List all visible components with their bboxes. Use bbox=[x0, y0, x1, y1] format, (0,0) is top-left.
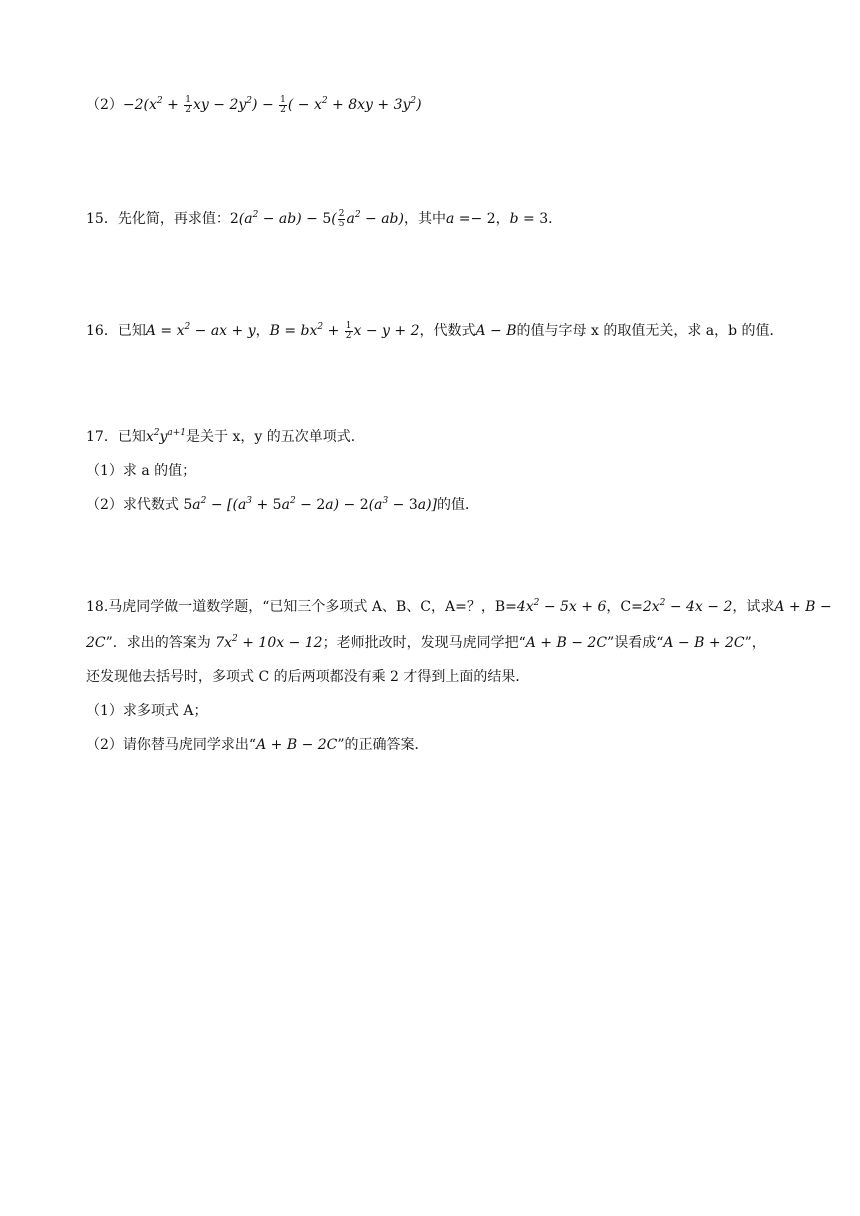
q17-part2-label: （2） bbox=[86, 497, 123, 513]
q15-text-before: 先化简，再求值： bbox=[117, 211, 230, 227]
q16-number: 16． bbox=[86, 323, 118, 339]
q14-part2-label: （2） bbox=[86, 97, 123, 113]
q18-part1-text: 求多项式 A； bbox=[122, 703, 208, 719]
q17-part2-expression: $5a^2 - [(a^3 + 5a^2 - 2a) - 2(a^3 - 3a)]$ bbox=[183, 496, 438, 513]
q17-text-before: 已知 bbox=[117, 429, 146, 445]
q17-number: 17． bbox=[86, 429, 118, 445]
q18-part1-label: （1） bbox=[86, 703, 123, 719]
question-17 bbox=[86, 426, 780, 448]
q17-part2-text-after: 的值． bbox=[437, 497, 480, 513]
q16-text-after: 的值与字母 x 的取值无关，求 a，b 的值． bbox=[516, 323, 784, 339]
q14-part2-expression: $-2(x^2$ + $\frac{1}{2}$ xy − $2y^2$) − $\frac{1}{2}$ ( − $x^2 + 8xy + 3y^2$) bbox=[122, 94, 422, 115]
q18-number: 18. bbox=[86, 599, 109, 615]
q16-expr-b: $B = bx^2$ + $\frac{1}{2}$ x − y + 2 bbox=[269, 320, 420, 341]
q17-part1-text: 求 a 的值； bbox=[122, 463, 197, 479]
q18-line2-text: 2C”．求出的答案为 $7x^2 + 10x - 12$；老师批改时，发现马虎同学把“A + B − 2C”误看成“A − B + 2C”， bbox=[86, 634, 766, 651]
q18-part1 bbox=[86, 700, 780, 722]
question-18-line3 bbox=[86, 666, 780, 688]
q16-text-before: 已知 bbox=[117, 323, 146, 339]
q16-text-mid: ，代数式 bbox=[419, 323, 476, 339]
q18-part2-text: 请你替马虎同学求出“A + B − 2C”的正确答案． bbox=[122, 737, 429, 753]
q17-text-after: 是关于 x，y 的五次单项式． bbox=[186, 429, 365, 445]
q17-part2 bbox=[86, 494, 780, 516]
q18-part2 bbox=[86, 734, 780, 756]
q17-expression: $x^2y^{a+1}$ bbox=[145, 428, 187, 445]
question-16 bbox=[86, 320, 784, 342]
question-18-line1 bbox=[86, 596, 832, 618]
q14-part2 bbox=[86, 94, 780, 116]
q16-expr-a: $A = x^2$ − ax + y bbox=[145, 322, 256, 339]
q18-line3-text: 还发现他去括号时，多项式 C 的后两项都没有乘 2 才得到上面的结果． bbox=[86, 669, 530, 685]
q15-expression: $2(a^2 - ab) - 5$( $\frac{2}{5}$ $a^2 - ab$) bbox=[229, 208, 404, 229]
q17-part1 bbox=[86, 460, 780, 482]
q16-separator: ， bbox=[255, 323, 270, 339]
q18-line1-text: 马虎同学做一道数学题，“已知三个多项式 A、B、C，A=？，$B=4x^2 - 5x + 6$，$C=2x^2 - 4x - 2$，试求A + B − bbox=[108, 598, 832, 615]
q15-text-after: ，其中a =− 2，b = 3. bbox=[403, 211, 553, 227]
q17-part2-text-before: 求代数式 bbox=[122, 497, 184, 513]
question-18-line2 bbox=[86, 632, 780, 654]
q15-number: 15． bbox=[86, 211, 118, 227]
q18-part2-label: （2） bbox=[86, 737, 123, 753]
q17-part1-label: （1） bbox=[86, 463, 123, 479]
q16-expr-c: A − B bbox=[475, 323, 517, 339]
question-15 bbox=[86, 208, 780, 230]
